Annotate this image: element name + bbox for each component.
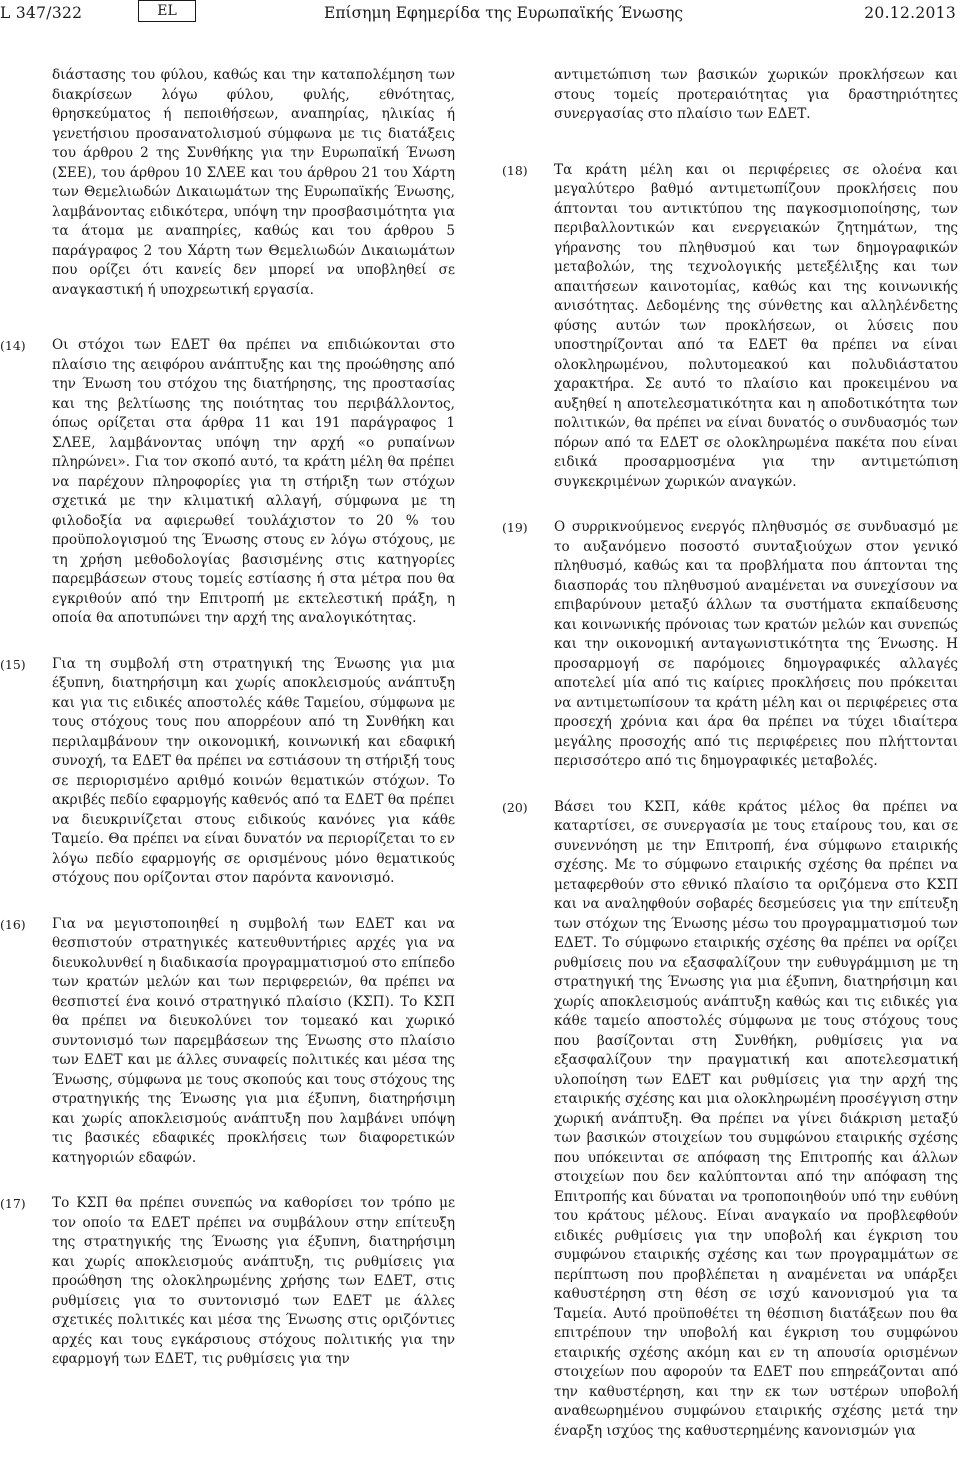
recital-text: Βάσει του ΚΣΠ, κάθε κράτος μέλος θα πρέπει να καταρτίσει, σε συνεργασία με τους εταίρους του, και σε συνεννόηση με την Επιτροπή, ένα σύμφωνο εταιρικής σχέσης. Με το σύμφωνο εταιρικής σχέσης θα πρέπει να μεταφερθούν στο εθνικό πλαίσιο τα οριζόμενα στο ΚΣΠ και να αναληφθούν σοβαρές δεσμεύσεις για την επίτευξη των στόχων της Ένωσης μέσω του προγραμματισμού των ΕΔΕΤ. Το σύμφωνο εταιρικής σχέσης θα πρέπει να ορίζει ρυθμίσεις που να εξασφαλίζουν την ευθυγράμμιση με τη στρατηγική της Ένωσης για μια έξυπνη, διατηρήσιμη και χωρίς αποκλεισμούς ανάπτυξη καθώς και τις ειδικές για κάθε ταμείο αποστολές σύμφωνα με τους στόχους τους που βασίζονται στη Συνθήκη, ρυθμίσεις για να εξασφαλίζουν την πραγματική και αποτελεσματική υλοποίηση των ΕΔΕΤ και ρυθμίσεις για την αρχή της εταιρικής σχέσης και μια ολοκληρωμένη προσέγγιση στην χωρική ανάπτυξη. Θα πρέπει να γίνει διάκριση μεταξύ των βασικών στοιχείων του συμφώνου εταιρικής σχέσης που υπόκεινται σε απόφαση της Επιτροπής και άλλων στοιχείων που δεν καλύπτονται από την απόφαση της Επιτροπής και δύναται να τροποποιηθούν υπό την ευθύνη του κράτους μέλους. Είναι αναγκαίο να προβλεφθούν ειδικές ρυθμίσεις για την υποβολή και έγκριση του συμφώνου εταιρικής σχέσης και των προγραμμάτων σε περίπτωση που προβλέπεται η αναμένεται να υπάρξει καθυστέρηση στη θέση σε ισχύ κανονισμού για τα Ταμεία. Αυτό προϋποθέτει τη θέσπιση διατάξεων που θα επιτρέπουν την υποβολή και έγκριση του συμφώνου εταιρικής σχέσης ακόμη και εν τη απουσία ορισμένων στοιχείων που αφορούν τα ΕΔΕΤ που επηρεάζονται από την καθυστέρηση, και την εκ των υστέρων υποβολή αναθεωρημένου συμφώνου εταιρικής σχέσης μετά την έναρξη ισχύος της καθυστερημένης κανονισμών για xyxy=(554,798,958,1439)
recital-text: Ο συρρικνούμενος ενεργός πληθυσμός σε συνδυασμό με το αυξανόμενο ποσοστό συνταξιούχων στον γενικό πληθυσμό, καθώς και τα προβλήματα που άπτονται της διασποράς του πληθυσμού αναμένεται να συνεχίσουν να επιβαρύνουν μεταξύ άλλων τα συστήματα εκπαίδευσης και κοινωνικής πρόνοιας των κρατών μελών και συνεπώς και την οικονομική ανταγωνιστικότητα της Ένωσης. Η προσαρμογή σε παρόμοιες δημογραφικές αλλαγές αποτελεί μία από τις καίριες προκλήσεις που πρόκειται να αντιμετωπίσουν τα κράτη μέλη και οι περιφέρειες στα προσεχή χρόνια και άρα θα πρέπει να τύχει ιδιαίτερα μεγάλης προσοχής από τις περιφέρειες που πλήττονται περισσότερο από τις δημογραφικές μεταβολές. xyxy=(554,519,958,769)
recital-number: (19) xyxy=(502,520,528,535)
recital-continuation xyxy=(502,66,958,125)
recital-number: (15) xyxy=(0,656,26,672)
recital-text: Το ΚΣΠ θα πρέπει συνεπώς να καθορίσει τον τρόπο με τον οποίο τα ΕΔΕΤ πρέπει να συμβάλουν στην επίτευξη της στρατηγικής της Ένωσης για έξυπνη, διατηρήσιμη και χωρίς αποκλεισμούς ανάπτυξη, τις ρυθμίσεις για προώθηση της ολοκληρωμένης χρήσης των ΕΔΕΤ, στις ρυθμίσεις για το συντονισμό των ΕΔΕΤ με άλλες σχετικές πολιτικές και μέσα της Ένωσης στις οριζόντιες αρχές και τους εγκάρσιους στόχους πολιτικής για την εφαρμογή των ΕΔΕΤ, τις ρυθμίσεις για την xyxy=(52,1195,455,1367)
recital-number: (14) xyxy=(0,338,26,353)
recital-text: Οι στόχοι των ΕΔΕΤ θα πρέπει να επιδιώκονται στο πλαίσιο της αειφόρου ανάπτυξης και της προώθησης από την Ένωση του στόχου της διατήρησης, της προστασίας και της βελτίωσης της ποιότητας του περιβάλλοντος, όπως ορίζεται στα άρθρα 11 και 191 παράγραφος 1 ΣΛΕΕ, λαμβάνοντας υπόψη την αρχή «ο ρυπαίνων πληρώνει». Για τον σκοπό αυτό, τα κράτη μέλη θα πρέπει να παρέχουν πληροφορίες για τη στήριξη των στόχων σχετικά με την κλιματική αλλαγή, σύμφωνα με τη φιλοδοξία να αφιερωθεί τουλάχιστον το 20 % του προϋπολογισμού της Ένωσης στους εν λόγω στόχους, με τη χρήση μεθοδολογίας βασισμένης στις κατηγορίες παρεμβάσεων στους τομείς εστίασης ή στα μέτρα που θα εγκριθούν από την Επιτροπή με εκτελεστική πράξη, η οποία θα αποτυπώνει την αρχή της αναλογικότητας. xyxy=(52,337,455,626)
left-column xyxy=(0,66,455,1396)
recital-number: (16) xyxy=(0,916,26,932)
recital-number: (17) xyxy=(0,1196,26,1211)
recital-continuation xyxy=(0,66,455,300)
page-header xyxy=(0,0,960,30)
recital-text: αντιμετώπιση των βασικών χωρικών προκλήσεων και στους τομείς προτεραιότητας για δραστηριότητες συνεργασίας στο πλαίσιο των ΕΔΕΤ. xyxy=(554,67,958,122)
recital-text: Για τη συμβολή στη στρατηγική της Ένωσης για μια έξυπνη, διατηρήσιμη και χωρίς αποκλεισμούς ανάπτυξη και για τις ειδικές αποστολές κάθε Ταμείου, σύμφωνα με τους στόχους τους που απορρέουν από τη Συνθήκη και περιλαμβάνουν την οικονομική, κοινωνική και εδαφική συνοχή, τα ΕΔΕΤ θα πρέπει να εστιάσουν τη στήριξή τους σε περιορισμένο αριθμό κοινών θεματικών στόχων. Το ακριβές πεδίο εφαρμογής καθενός από τα ΕΔΕΤ θα πρέπει να διευκρινίζεται στους ειδικούς κανόνες για κάθε Ταμείο. Θα πρέπει να είναι δυνατόν να περιορίζεται το εν λόγω πεδίο εφαρμογής σε ορισμένους μόνο θεματικούς στόχους που ορίζονται στον παρόντα κανονισμό. xyxy=(52,655,455,886)
recital-number: (18) xyxy=(502,162,528,178)
recital-18 xyxy=(502,161,958,493)
recital-text: Για να μεγιστοποιηθεί η συμβολή των ΕΔΕΤ και να θεσπιστούν στρατηγικές κατευθυντήριες αρχές για να διευκολυνθεί η διαδικασία προγραμματισμού στο επίπεδο των κρατών μελών και των περιφερειών, θα πρέπει να θεσπιστεί ένα κοινό στρατηγικό πλαίσιο (ΚΣΠ). Το ΚΣΠ θα πρέπει να διευκολύνει τον τομεακό και χωρικό συντονισμό των παρεμβάσεων της Ένωσης στο πλαίσιο των ΕΔΕΤ και με άλλες συναφείς πολιτικές και μέσα της Ένωσης, σύμφωνα με τους σκοπούς και τους στόχους της στρατηγικής της Ένωσης για μια έξυπνη, διατηρήσιμη και χωρίς αποκλεισμούς ανάπτυξη που λαμβάνει υπόψη τις βασικές εδαφικές προκλήσεις των διαφορετικών κατηγοριών εδαφών. xyxy=(52,915,455,1166)
right-column xyxy=(502,66,958,1467)
recital-15 xyxy=(0,655,455,889)
recital-text: διάστασης του φύλου, καθώς και την καταπολέμηση των διακρίσεων λόγω φύλου, φυλής, εθνότητας, θρησκεύματος ή πεποιθήσεων, αναπηρίας, ηλικίας ή γενετήσιου προσανατολισμού σύμφωνα με τις διατάξεις του άρθρου 2 της Συνθήκης για την Ευρωπαϊκή Ένωση (ΣΕΕ), του άρθρου 10 ΣΛΕΕ και του άρθρου 21 του Χάρτη των Θεμελιωδών Δικαιωμάτων της Ευρωπαϊκής Ένωσης, λαμβάνοντας ειδικότερα, υπόψη την προσβασιμότητα για τα άτομα με αναπηρίες, καθώς και του άρθρου 5 παράγραφος 2 του Χάρτη των Θεμελιωδών Δικαιωμάτων που ορίζει ότι κανείς δεν μπορεί να υποβληθεί σε αναγκαστική ή υποχρεωτική εργασία. xyxy=(52,67,455,298)
recital-16 xyxy=(0,915,455,1169)
recital-17 xyxy=(0,1194,455,1370)
recital-number: (20) xyxy=(502,799,528,815)
journal-title: Επίσημη Εφημερίδα της Ευρωπαϊκής Ένωσης xyxy=(324,4,684,22)
publication-date: 20.12.2013 xyxy=(864,4,956,22)
recital-20 xyxy=(502,798,958,1442)
journal-reference: L 347/322 xyxy=(0,4,83,22)
language-box: EL xyxy=(138,0,196,22)
recital-19 xyxy=(502,518,958,772)
recital-14 xyxy=(0,336,455,629)
recital-text: Τα κράτη μέλη και οι περιφέρειες σε ολοένα και μεγαλύτερο βαθμό αντιμετωπίζουν προκλήσεις που άπτονται του αντικτύπου της παγκοσμιοποίησης, των περιβαλλοντικών και ενεργειακών ζητημάτων, της γήρανσης του πληθυσμού και των δημογραφικών μεταβολών, της τεχνολογικής μετεξέλιξης και των απαιτήσεων καινοτομίας, καθώς και της κοινωνικής ανισότητας. Δεδομένης της σύνθετης και αλληλένδετης φύσης αυτών των προκλήσεων, οι λύσεις που υποστηρίζονται από τα ΕΔΕΤ θα πρέπει να είναι ολοκληρωμένου, πολυτομεακού και πολυδιάστατου χαρακτήρα. Σε αυτό το πλαίσιο και προκειμένου να αυξηθεί η αποτελεσματικότητα και η αποδοτικότητα των πολιτικών, θα πρέπει να είναι δυνατός ο συνδυασμός των πόρων από τα ΕΔΕΤ σε ολοκληρωμένα πακέτα που είναι ειδικά προσαρμοσμένα για την αντιμετώπιση συγκεκριμένων χωρικών αναγκών. xyxy=(554,161,958,490)
